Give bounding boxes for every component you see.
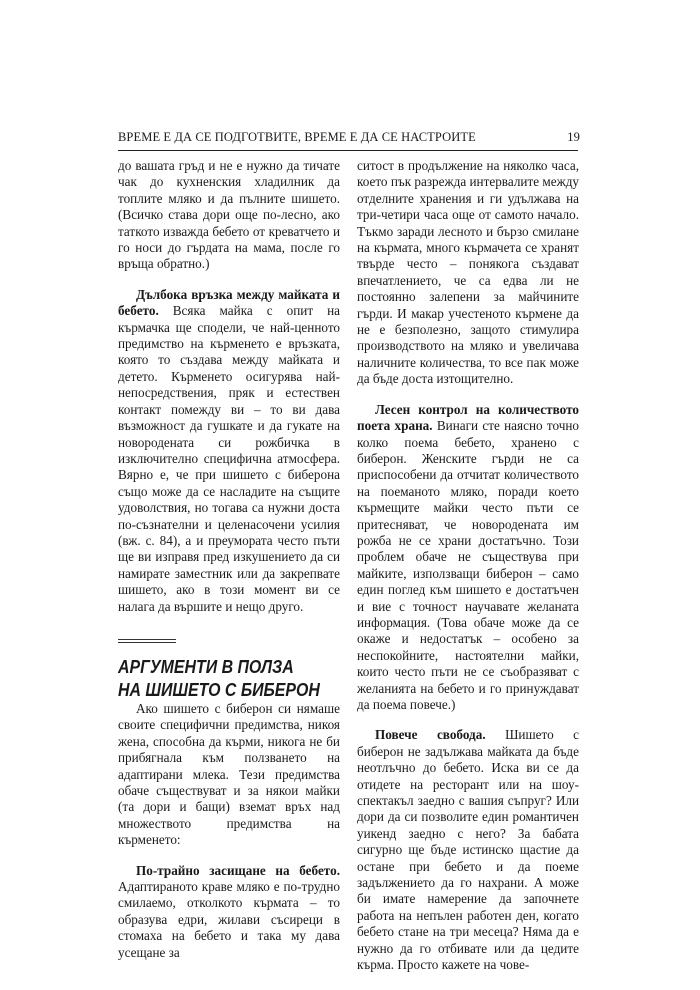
running-header bbox=[118, 130, 580, 145]
paragraph-lead: По-трайно засищане на бебето. bbox=[136, 862, 340, 878]
paragraph-body: Адаптираното краве мляко е по-трудно смилаемо, отколкото кърмата – то образува едри, жилави съсиреци в стомаха на бебето и така му дава усещане за bbox=[118, 879, 340, 960]
section-title bbox=[118, 655, 320, 701]
paragraph bbox=[118, 863, 340, 961]
paragraph-lead: Дълбока връзка между майката и бебето. bbox=[118, 286, 340, 319]
paragraph bbox=[357, 402, 579, 714]
page-number: 19 bbox=[567, 130, 580, 144]
paragraph: ситост в продължение на няколко часа, което пък разрежда интервалите между отделните хранения и ги удължава на три-четири часа още от самото начало. Тъкмо заради лесното и бързо смилане на кърмата, много кърмачета се хранят твърде често – понякога създават впечатлението, че са едва ли не постоянно залепени за майчините гърди. И макар учестеното кърмене да не е безполезно, защото стимулира производството на мляко и увеличава наличните количества, то все пак може да бъде доста изтощително. bbox=[357, 158, 579, 387]
paragraph bbox=[118, 287, 340, 615]
paragraph-body: Шишето с биберон не задължава майката да бъде неотлъчно до бебето. Искa ви се да отидете на ресторант или на шоу-спектакъл заедно с вашия съпруг? Или дори да си позволите един романтичен уикенд заедно с него? За бабата сигурно ще бъде истинско щастие да остане при бебето и да поеме задължението да го нахрани. А може би имате намерение да започнете работа на непълен работен ден, когато бебето стане на три месеца? Няма да е нужно да го отбивате или да цедите кърма. Просто кажете на чове- bbox=[357, 727, 579, 973]
paragraph: Ако шишето с биберон си нямаше своите специфични предимства, никоя жена, способна да кърми, никога не би прибягнала към ползването на адаптирани млека. Тези предимства обаче съществуват и за някои майки (та дори и бащи) вземат връх над множеството предимства на кърменето: bbox=[118, 700, 340, 848]
paragraph bbox=[357, 727, 579, 973]
header-rule bbox=[118, 150, 578, 151]
section-title-line: НА ШИШЕТО С БИБЕРОН bbox=[118, 678, 320, 700]
paragraph: до вашата гръд и не е нужно да тичате чак до кухненския хладилник да топлите мляко и да пълните шишето. (Всичко става дори още по-лесно, ако таткото изважда бебето от креватчето и го носи до гърдата на мама, после го връща обратно.) bbox=[118, 158, 340, 272]
paragraph-body: Всяка майка с опит на кърмачка ще сподели, че най-ценното предимство на кърменето е връзката, която то създава между майката и детето. Кърменето осигурява най-непосредствения, пряк и естествен контакт помежду ви – то ви дава възможност да гушкате и да гукате на новородената си рожбичка в изключително специфична атмосфера. Вярно е, че при шишето с биберона също може да се насладите на същите удоволствия, но тогава са нужни доста по-съзнателни и целенасочени усилия (вж. с. 84), а и преумората често пъти ще ви изправя пред изкушението да си намирате заместник или да закрепвате шишето, ако в този момент ви се налага да вършите и нещо друго. bbox=[118, 303, 340, 614]
paragraph-body: Винаги сте наясно точно колко поема бебето, хранено с биберон. Женските гърди не са приспособени да отчитат количеството на поеманото мляко, поради което кърмещите майки често пъти се притесняват, че новородената им рожба не се храни достатъчно. Този проблем обаче не съществува при майките, използващи биберон – само един поглед към шишето е достатъчен и вие с точност научавате желаната информация. (Това обаче може да се окаже и недостатък – особено за неспокойните, настоятелни майки, които често пъти не се съобразяват с желанията на бебето и го принуждават да поема повече.) bbox=[357, 418, 579, 712]
paragraph-lead: Повече свобода. bbox=[375, 727, 486, 743]
section-divider bbox=[118, 639, 176, 643]
right-column bbox=[357, 158, 579, 974]
paragraph-lead: Лесен контрол на количеството поета храна. bbox=[357, 401, 579, 434]
section-title-line: АРГУМЕНТИ В ПОЛЗА bbox=[118, 655, 294, 677]
left-column bbox=[118, 158, 340, 961]
running-title: ВРЕМЕ Е ДА СЕ ПОДГОТВИТЕ, ВРЕМЕ Е ДА СЕ НАСТРОИТЕ bbox=[118, 130, 476, 144]
